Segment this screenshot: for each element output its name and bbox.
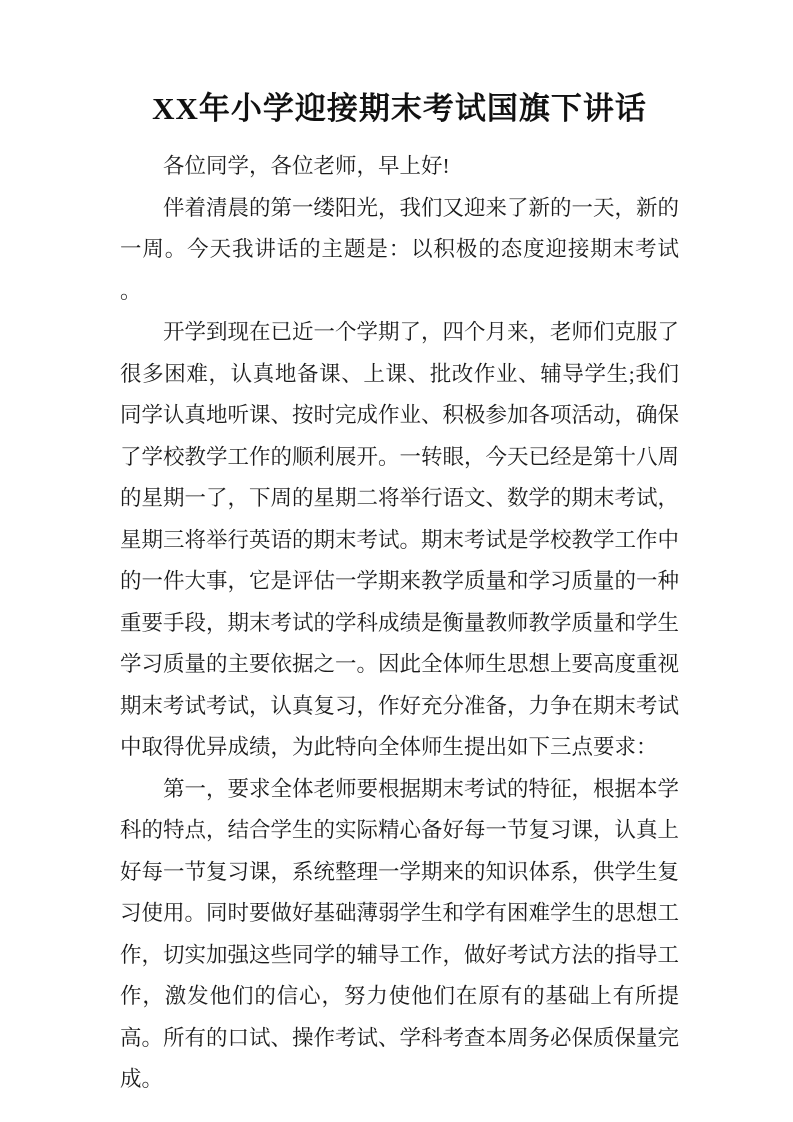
paragraph-first-requirement: 第一，要求全体老师要根据期末考试的特征，根据本学科的特点，结合学生的实际精心备好每一节复习课，认真上好每一节复习课，系统整理一学期来的知识体系，供学生复习使用。同时要做好基础薄弱学生和学有困难学生的思想工作，切实加强这些同学的辅导工作，做好考试方法的指导工作，激发他们的信心，努力使他们在原有的基础上有所提高。所有的口试、操作考试、学科考查本周务必保质保量完成。 (120, 776, 680, 1091)
paragraph-greeting: 各位同学，各位老师，早上好! (163, 154, 450, 178)
paragraph-semester-review: 开学到现在已近一个学期了，四个月来，老师们克服了很多困难，认真地备课、上课、批改作业、辅导学生;我们同学认真地听课、按时完成作业、积极参加各项活动，确保了学校教学工作的顺利展开。一转眼，今天已经是第十八周的星期一了，下周的星期二将举行语文、数学的期末考试，星期三将举行英语的期末考试。期末考试是学校教学工作中的一件大事，它是评估一学期来教学质量和学习质量的一种重要手段，期末考试的学科成绩是衡量教师教学质量和学生学习质量的主要依据之一。因此全体师生思想上要高度重视期末考试考试，认真复习，作好充分准备，力争在期末考试中取得优异成绩，为此特向全体师生提出如下三点要求： (120, 320, 680, 759)
document-title: XX年小学迎接期末考试国旗下讲话 (152, 91, 647, 126)
paragraph-intro: 伴着清晨的第一缕阳光，我们又迎来了新的一天，新的一周。今天我讲话的主题是：以积极的态度迎接期末考试 。 (120, 195, 680, 303)
document-body (120, 146, 679, 1101)
